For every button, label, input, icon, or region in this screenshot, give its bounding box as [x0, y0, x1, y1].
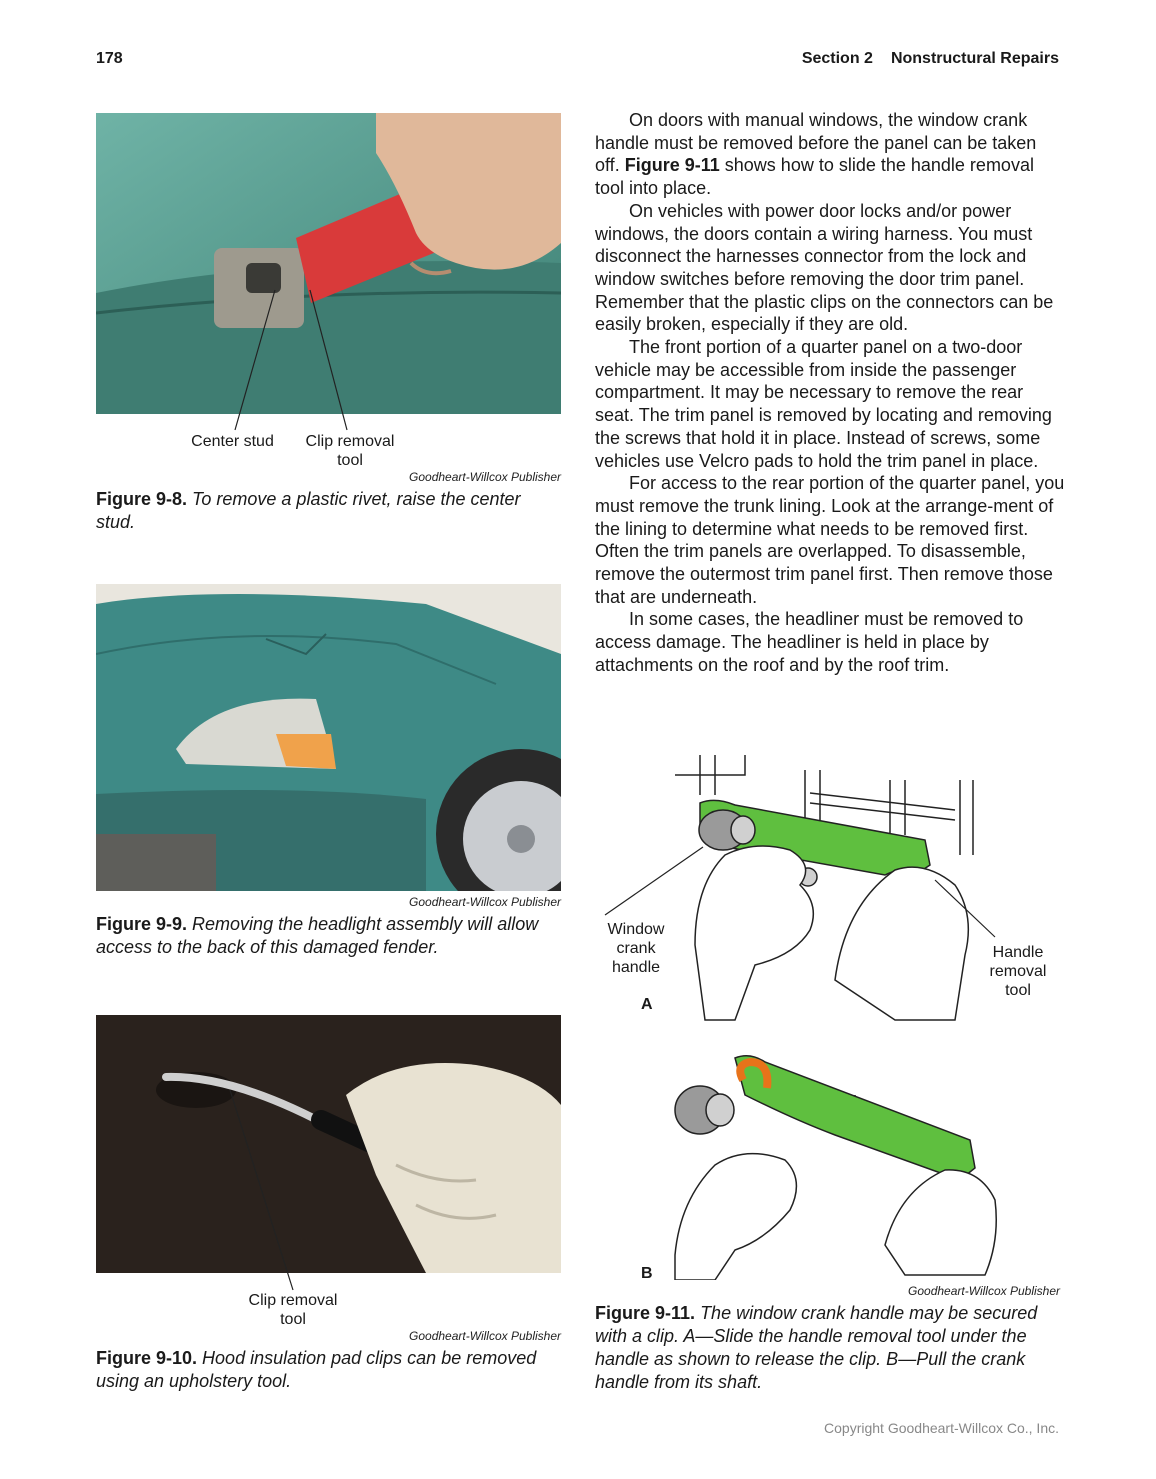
figure-9-8-leader-lines [230, 285, 370, 435]
label-handle-removal-tool: Handle removal tool [989, 944, 1047, 999]
label-clip-removal-tool: Clip removal tool [305, 433, 395, 469]
figure-9-11-caption: Figure 9-11. The window crank handle may be secured with a clip. A—Slide the handle removal tool under the handle as shown to release the clip. B—Pull the crank handle from its shaft. [595, 1303, 1038, 1392]
figure-9-10-leader-line [225, 1085, 305, 1295]
label-window-crank-handle: Window crank handle [607, 921, 665, 976]
label-center-stud: Center stud [191, 433, 274, 450]
figure-9-10-caption: Figure 9-10. Hood insulation pad clips can be removed using an upholstery tool. [96, 1348, 537, 1391]
paragraph-2: On vehicles with power door locks and/or power windows, the doors contain a wiring harness. You must disconnect the harnesses connector from the lock and window switches before removing the door trim panel. Remember that the plastic clips on the connectors can be easily broken, especially if they are old. [595, 200, 1054, 335]
copyright: Copyright Goodheart-Willcox Co., Inc. [824, 1420, 1059, 1436]
figure-9-9-credit: Goodheart-Willcox Publisher [409, 895, 561, 909]
page-number: 178 [96, 50, 123, 67]
section-title: Nonstructural Repairs [890, 50, 1059, 67]
figure-9-11-part-b: B [641, 1265, 653, 1282]
label-clip-removal-tool-2: Clip removal tool [248, 1292, 338, 1328]
figure-9-11-credit: Goodheart-Willcox Publisher [908, 1284, 1060, 1298]
figure-9-8-caption: Figure 9-8. To remove a plastic rivet, raise the center stud. [96, 489, 521, 532]
figure-9-10-credit: Goodheart-Willcox Publisher [409, 1329, 561, 1343]
body-text [595, 109, 1065, 677]
figure-9-11-illustration-b [655, 1050, 1015, 1280]
paragraph-4: For access to the rear portion of the quarter panel, you must remove the trunk lining. Look at the arrange-ment of the lining to determine what needs to be removed first. Often the trim panels are overlapped. To disassemble, remove the outermost trim panel first. Then remove those that are underneath. [595, 473, 1065, 607]
running-header [802, 50, 1059, 68]
leader-window-crank [605, 847, 703, 915]
section-label: Section 2 [801, 50, 873, 67]
paragraph-3: The front portion of a quarter panel on a two-door vehicle may be accessible from inside the passenger compartment. It may be necessary to remove the rear seat. The trim panel is removed by locating and removing the screws that hold it in place. Instead of screws, some vehicles use Velcro pads to hold the trim panel in place. [595, 337, 1052, 471]
figure-9-11-part-a: A [641, 996, 653, 1013]
figure-9-9-caption: Figure 9-9. Removing the headlight assembly will allow access to the back of this damaged fender. [96, 914, 539, 957]
figure-9-10-photo [96, 1015, 561, 1273]
figure-9-9-photo [96, 584, 561, 891]
paragraph-5: In some cases, the headliner must be removed to access damage. The headliner is held in place by attachments on the roof and by the roof trim. [595, 609, 1024, 675]
figure-9-8-credit: Goodheart-Willcox Publisher [409, 470, 561, 484]
paragraph-1: On doors with manual windows, the window crank handle must be removed before the panel can be taken off. Figure 9-11 shows how to slide the handle removal tool into place. [595, 110, 1037, 199]
